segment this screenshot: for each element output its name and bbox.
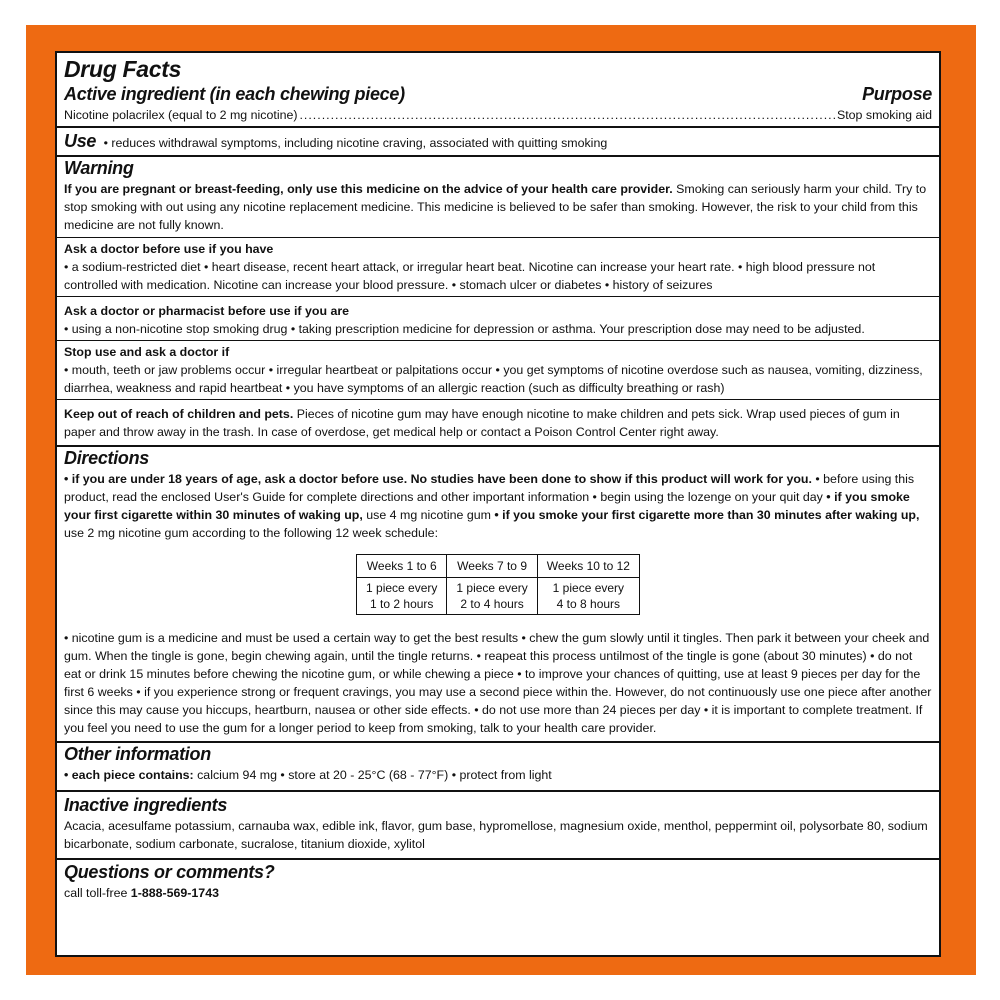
stop-use-block [57,340,939,399]
schedule-cell: 1 piece every 4 to 8 hours [537,578,639,615]
stop-use-text: • mouth, teeth or jaw problems occur • irregular heartbeat or palpitations occur • you get symptoms of nicotine overdose such as nausea, vomiting, dizziness, diarrhea, weakness and rapid heartbeat • you have symptoms of an allergic reaction (such as difficulty breathing or rash) [64,363,923,395]
dosing-schedule-table [356,554,640,615]
ask-pharmacist-heading: Ask a doctor or pharmacist before use if you are [64,304,350,318]
directions-paragraph-2: • nicotine gum is a medicine and must be used a certain way to get the best results • chew the gum slowly until it tingles. Then park it between your cheek and gum. When the tingle is gone, begin chewing again, until the tingle returns. • reapeat this process untilmost of the tingle is gone (about 30 minutes) • do not eat or drink 15 minutes before chewing the nicotine gum, or while chewing a piece • to improve your chances of quitting, use at least 9 pieces per day for the first 6 weeks • if you experience strong or frequent cravings, you may use a second piece within the. However, do not continuously use one piece after another since this may cause you hiccups, heartburn, nausea or other side effects. • do not use more than 24 pieces per day • it is important to complete treatment. If you feel you need to use the gum for a longer period to keep from smoking, talk to your health care provider. [64,631,932,735]
active-ingredient-heading: Active ingredient (in each chewing piece) [64,84,405,104]
schedule-header: Weeks 10 to 12 [537,555,639,578]
active-ingredient-section [57,53,939,128]
warning-heading: Warning [64,158,134,178]
schedule-header-row [357,555,640,578]
phone-number: 1-888-569-1743 [130,886,219,900]
inactive-ingredients-heading: Inactive ingredients [64,795,228,815]
ask-pharmacist-block [57,296,939,340]
use-section [57,128,939,157]
questions-section [57,860,939,904]
directions-heading: Directions [64,448,150,468]
keep-out-text: Keep out of reach of children and pets. Pieces of nicotine gum may have enough nicotine to make children and pets sick. Wrap used pieces of gum in paper and throw away in the trash. In case of overdose, get medical help or contact a Poison Control Center right away. [64,407,900,439]
ingredient-purpose: Stop smoking aid [836,108,932,122]
ingredient-name: Nicotine polacrilex (equal to 2 mg nicotine) [64,108,298,122]
questions-text: call toll-free 1-888-569-1743 [64,886,219,900]
other-information-heading: Other information [64,744,211,764]
warning-section [57,157,939,447]
use-heading: Use [64,131,97,151]
inactive-ingredients-text: Acacia, acesulfame potassium, carnauba wax, edible ink, flavor, gum base, hypromellose, magnesium oxide, menthol, peppermint oil, polysorbate 80, sodium bicarbonate, sodium carbonate, sucralose, titanium dioxide, xylitol [64,819,928,851]
drug-facts-panel [55,51,941,957]
dot-leader [299,106,834,124]
drug-facts-title: Drug Facts [64,56,182,82]
schedule-dose-row [357,578,640,615]
ask-doctor-heading: Ask a doctor before use if you have [64,242,274,256]
stop-use-heading: Stop use and ask a doctor if [64,345,230,359]
ask-doctor-block [57,237,939,296]
schedule-header: Weeks 1 to 6 [357,555,447,578]
schedule-cell: 1 piece every 1 to 2 hours [357,578,447,615]
ask-pharmacist-text: • using a non-nicotine stop smoking drug • taking prescription medicine for depression or asthma. Your prescription dose may need to be adjusted. [64,322,865,336]
purpose-heading: Purpose [862,84,932,104]
use-text: • reduces withdrawal symptoms, including nicotine craving, associated with quitting smoking [103,136,608,150]
keep-out-block [57,399,939,443]
schedule-header: Weeks 7 to 9 [447,555,537,578]
questions-heading: Questions or comments? [64,862,275,882]
inactive-ingredients-section [57,792,939,860]
directions-paragraph-1: • if you are under 18 years of age, ask a doctor before use. No studies have been done to show if this product will work for you. • before using this product, read the enclosed User's Guide for complete directions and other important information • begin using the lozenge on your quit day • if you smoke your first cigarette within 30 minutes of waking up, use 4 mg nicotine gum • if you smoke your first cigarette more than 30 minutes after waking up, use 2 mg nicotine gum according to the following 12 week schedule: [64,472,920,540]
schedule-cell: 1 piece every 2 to 4 hours [447,578,537,615]
directions-section [57,447,939,743]
ingredient-row [64,106,932,124]
ask-doctor-text: • a sodium-restricted diet • heart disease, recent heart attack, or irregular heart beat. Nicotine can increase your heart rate. • high blood pressure not controlled with medication. Nicotine can increase your blood pressure. • stomach ulcer or diabetes • history of seizures [64,260,876,292]
other-information-text: • each piece contains: calcium 94 mg • store at 20 - 25°C (68 - 77°F) • protect from light [64,768,552,782]
pregnant-warning: If you are pregnant or breast-feeding, only use this medicine on the advice of your health care provider. Smoking can seriously harm your child. Try to stop smoking with out using any nicotine replacement medicine. This medicine is believed to be safer than smoking. However, the risk to your child from this medicine are not fully known. [64,182,927,232]
other-information-section [57,743,939,792]
